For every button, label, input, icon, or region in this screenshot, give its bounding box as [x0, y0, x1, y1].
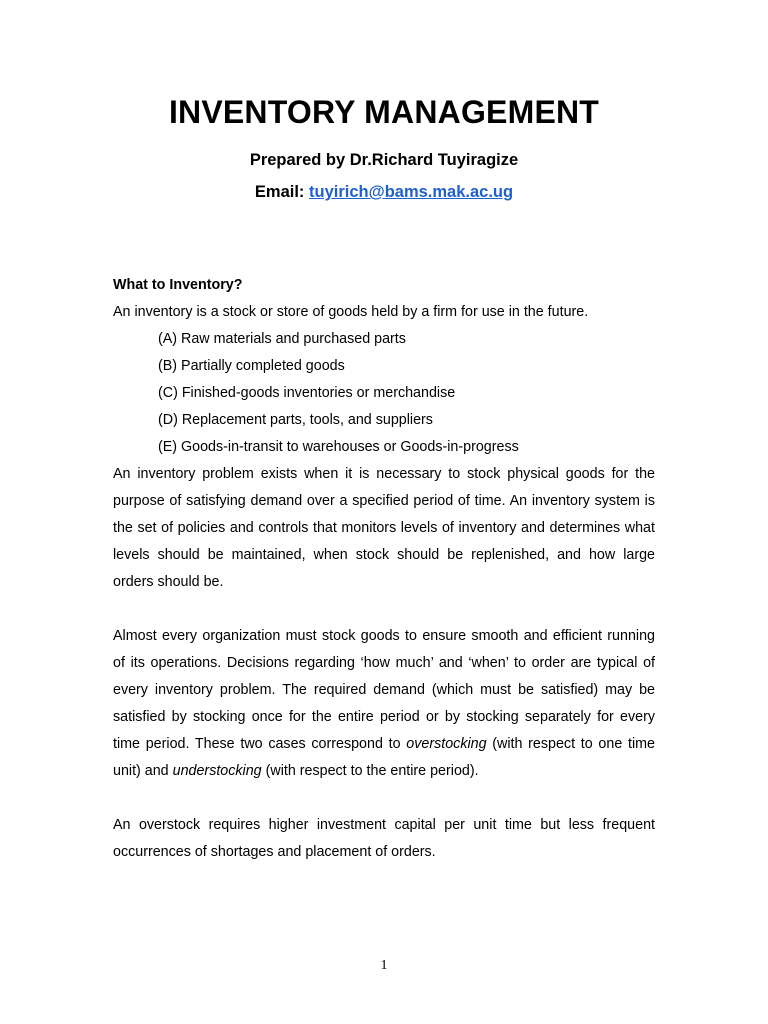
list-item: (B) Partially completed goods [158, 358, 345, 374]
paragraph-overstock: An overstock requires higher investment capital per unit time but less frequent occurrences of shortages and placement of orders. [113, 817, 655, 860]
page-number: 1 [380, 958, 388, 973]
paragraph-text: Almost every organization must stock goods to ensure smooth and efficient running of its operations. Decisions regarding ‘how much’ and ‘when’ to order are typical of every inventory problem. The required demand (which must be satisfied) may be satisfied by stocking once for the entire period or by stocking separately for every time period. These two cases correspond to [113, 628, 655, 752]
email-link[interactable]: tuyirich@bams.mak.ac.ug [309, 183, 514, 201]
document-title: INVENTORY MANAGEMENT [168, 94, 600, 130]
list-item: (C) Finished-goods inventories or merchandise [158, 385, 456, 401]
email-line [0, 183, 768, 202]
intro-paragraph: An inventory is a stock or store of goods held by a firm for use in the future. [113, 304, 589, 320]
document-body [113, 272, 655, 866]
paragraph-text: (with respect to the entire period). [261, 763, 479, 779]
term-understocking: understocking [172, 763, 262, 779]
term-overstocking: overstocking [406, 736, 487, 752]
paragraph-inventory-problem: An inventory problem exists when it is necessary to stock physical goods for the purpose of satisfying demand over a specified period of time. An inventory system is the set of policies and controls that monitors levels of inventory and determines what levels should be maintained, when stock should be replenished, and how large orders should be. [113, 466, 655, 590]
email-label: Email: [254, 183, 310, 201]
inventory-types-list [113, 326, 655, 461]
author-line: Prepared by Dr.Richard Tuyiragize [249, 151, 519, 169]
paragraph-text: (with respect to one time unit) and [113, 736, 655, 779]
list-item: (A) Raw materials and purchased parts [158, 331, 406, 347]
paragraph-stocking [113, 623, 655, 785]
paragraph-spacer [113, 596, 655, 623]
section-heading: What to Inventory? [113, 277, 243, 293]
list-item: (E) Goods-in-transit to warehouses or Goods-in-progress [158, 439, 519, 455]
list-item: (D) Replacement parts, tools, and suppliers [158, 412, 433, 428]
paragraph-spacer [113, 785, 655, 812]
